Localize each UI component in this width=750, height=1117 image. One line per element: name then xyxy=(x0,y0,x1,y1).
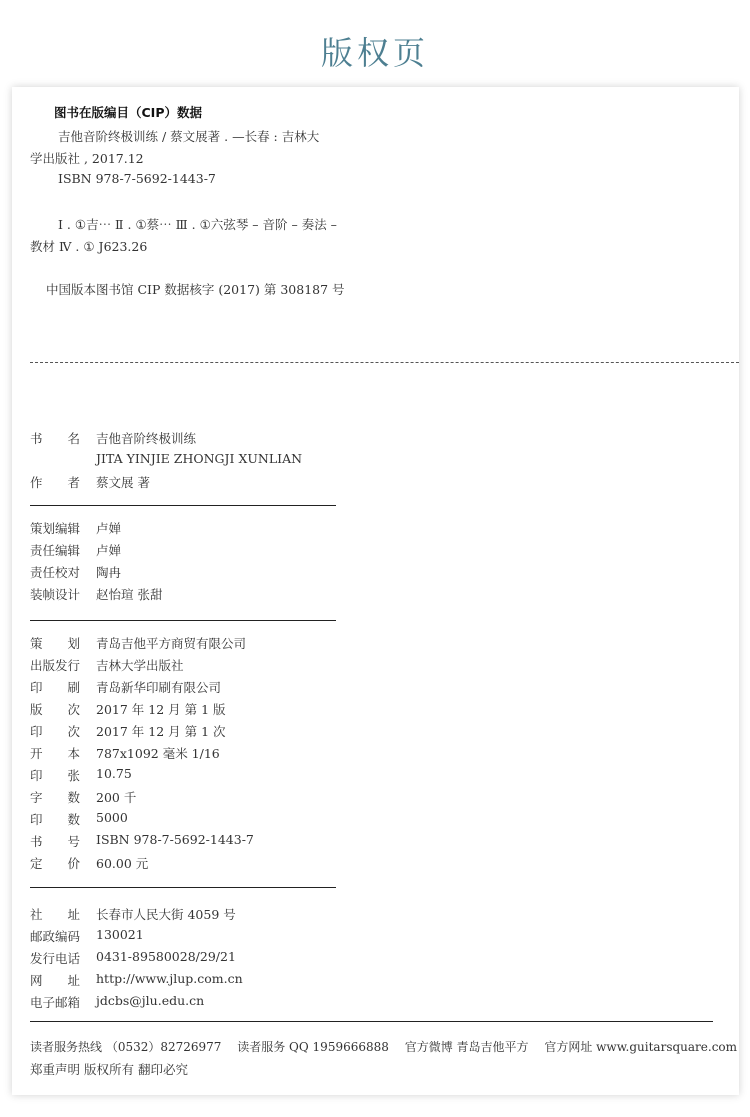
section-divider xyxy=(30,505,336,506)
info-row xyxy=(30,656,184,674)
info-row xyxy=(30,634,246,652)
info-value: 青岛新华印刷有限公司 xyxy=(96,680,222,695)
info-label: 策 划 xyxy=(30,636,81,651)
info-row xyxy=(30,993,204,1011)
info-row xyxy=(30,678,221,696)
page-title: 版权页 xyxy=(320,34,429,72)
footer-contact: 读者服务热线 （0532）82726977 读者服务 QQ 1959666888 官方微博 青岛吉他平方 官方网址 www.guitarsquare.com xyxy=(30,1040,738,1054)
info-label: 字 数 xyxy=(30,790,81,805)
info-label: 发行电话 xyxy=(30,951,81,966)
info-row xyxy=(30,971,243,989)
info-value: 2017 年 12 月 第 1 次 xyxy=(96,724,226,739)
info-value: 130021 xyxy=(96,927,144,942)
info-label: 责任编辑 xyxy=(30,543,81,558)
cip-line1: 吉他音阶终极训练 / 蔡文展著 . —长春 : 吉林大 xyxy=(58,129,320,144)
info-row xyxy=(30,949,236,967)
info-row xyxy=(30,854,148,872)
info-label: 电子邮箱 xyxy=(30,995,81,1010)
info-value: 吉他音阶终极训练 xyxy=(96,431,197,446)
info-label: 网 址 xyxy=(30,973,81,988)
info-label: 开 本 xyxy=(30,746,81,761)
info-value: 60.00 元 xyxy=(96,856,149,871)
info-label: 书 号 xyxy=(30,834,81,849)
info-label: 印 张 xyxy=(30,768,81,783)
info-value: 200 千 xyxy=(96,790,137,805)
info-row xyxy=(30,722,226,740)
info-row xyxy=(30,429,196,447)
info-label: 责任校对 xyxy=(30,565,81,580)
info-value: 蔡文展 著 xyxy=(96,475,150,490)
info-value: 长春市人民大街 4059 号 xyxy=(96,907,236,922)
info-label xyxy=(30,451,80,466)
copyright-card xyxy=(12,87,739,1095)
info-label: 印 次 xyxy=(30,724,81,739)
section-divider xyxy=(30,887,336,888)
info-label: 定 价 xyxy=(30,856,81,871)
info-label: 装帧设计 xyxy=(30,587,81,602)
info-label: 社 址 xyxy=(30,907,81,922)
info-value: 10.75 xyxy=(96,766,132,781)
info-value: 卢婵 xyxy=(96,543,122,558)
cip-line4: 教材 Ⅳ . ① J623.26 xyxy=(30,239,148,254)
dashed-divider xyxy=(30,362,739,363)
info-value: 卢婵 xyxy=(96,521,122,536)
info-row xyxy=(30,563,121,581)
info-row xyxy=(30,519,121,537)
info-value: 赵怡瑄 张甜 xyxy=(96,587,163,602)
info-row xyxy=(30,700,226,718)
info-row xyxy=(30,788,136,806)
info-label: 策划编辑 xyxy=(30,521,81,536)
info-value: JITA YINJIE ZHONGJI XUNLIAN xyxy=(96,451,303,466)
info-row xyxy=(30,832,254,850)
section-divider xyxy=(30,620,336,621)
info-row xyxy=(30,744,220,762)
info-value: 吉林大学出版社 xyxy=(96,658,184,673)
info-row xyxy=(30,810,128,828)
section-divider xyxy=(30,1021,713,1022)
info-row xyxy=(30,927,144,945)
cip-line2: 学出版社 , 2017.12 xyxy=(30,151,144,166)
cip-isbn: ISBN 978-7-5692-1443-7 xyxy=(58,171,216,186)
cip-note: 中国版本图书馆 CIP 数据核字 (2017) 第 308187 号 xyxy=(46,282,345,297)
info-value: 陶冉 xyxy=(96,565,122,580)
info-row xyxy=(30,766,132,784)
info-label: 版 次 xyxy=(30,702,81,717)
info-value: 0431-89580028/29/21 xyxy=(96,949,236,964)
info-label: 出版发行 xyxy=(30,658,81,673)
footer-notice: 郑重声明 版权所有 翻印必究 xyxy=(30,1062,188,1077)
info-value: 2017 年 12 月 第 1 版 xyxy=(96,702,226,717)
info-label: 书 名 xyxy=(30,431,81,446)
info-row xyxy=(30,905,236,923)
info-value: 5000 xyxy=(96,810,128,825)
cip-heading: 图书在版编目（CIP）数据 xyxy=(54,105,202,120)
info-label: 邮政编码 xyxy=(30,929,81,944)
cip-line3: Ⅰ . ①吉⋯ Ⅱ . ①蔡⋯ Ⅲ . ①六弦琴 – 音阶 – 奏法 – xyxy=(58,217,337,232)
info-label: 印 刷 xyxy=(30,680,81,695)
info-row xyxy=(30,451,302,466)
info-label: 印 数 xyxy=(30,812,81,827)
info-value: jdcbs@jlu.edu.cn xyxy=(96,993,205,1008)
info-label: 作 者 xyxy=(30,475,81,490)
info-row xyxy=(30,473,150,491)
info-row xyxy=(30,541,121,559)
info-value: 青岛吉他平方商贸有限公司 xyxy=(96,636,247,651)
info-value: 787x1092 毫米 1/16 xyxy=(96,746,220,761)
info-value: http://www.jlup.com.cn xyxy=(96,971,243,986)
info-row xyxy=(30,585,162,603)
info-value: ISBN 978-7-5692-1443-7 xyxy=(96,832,254,847)
